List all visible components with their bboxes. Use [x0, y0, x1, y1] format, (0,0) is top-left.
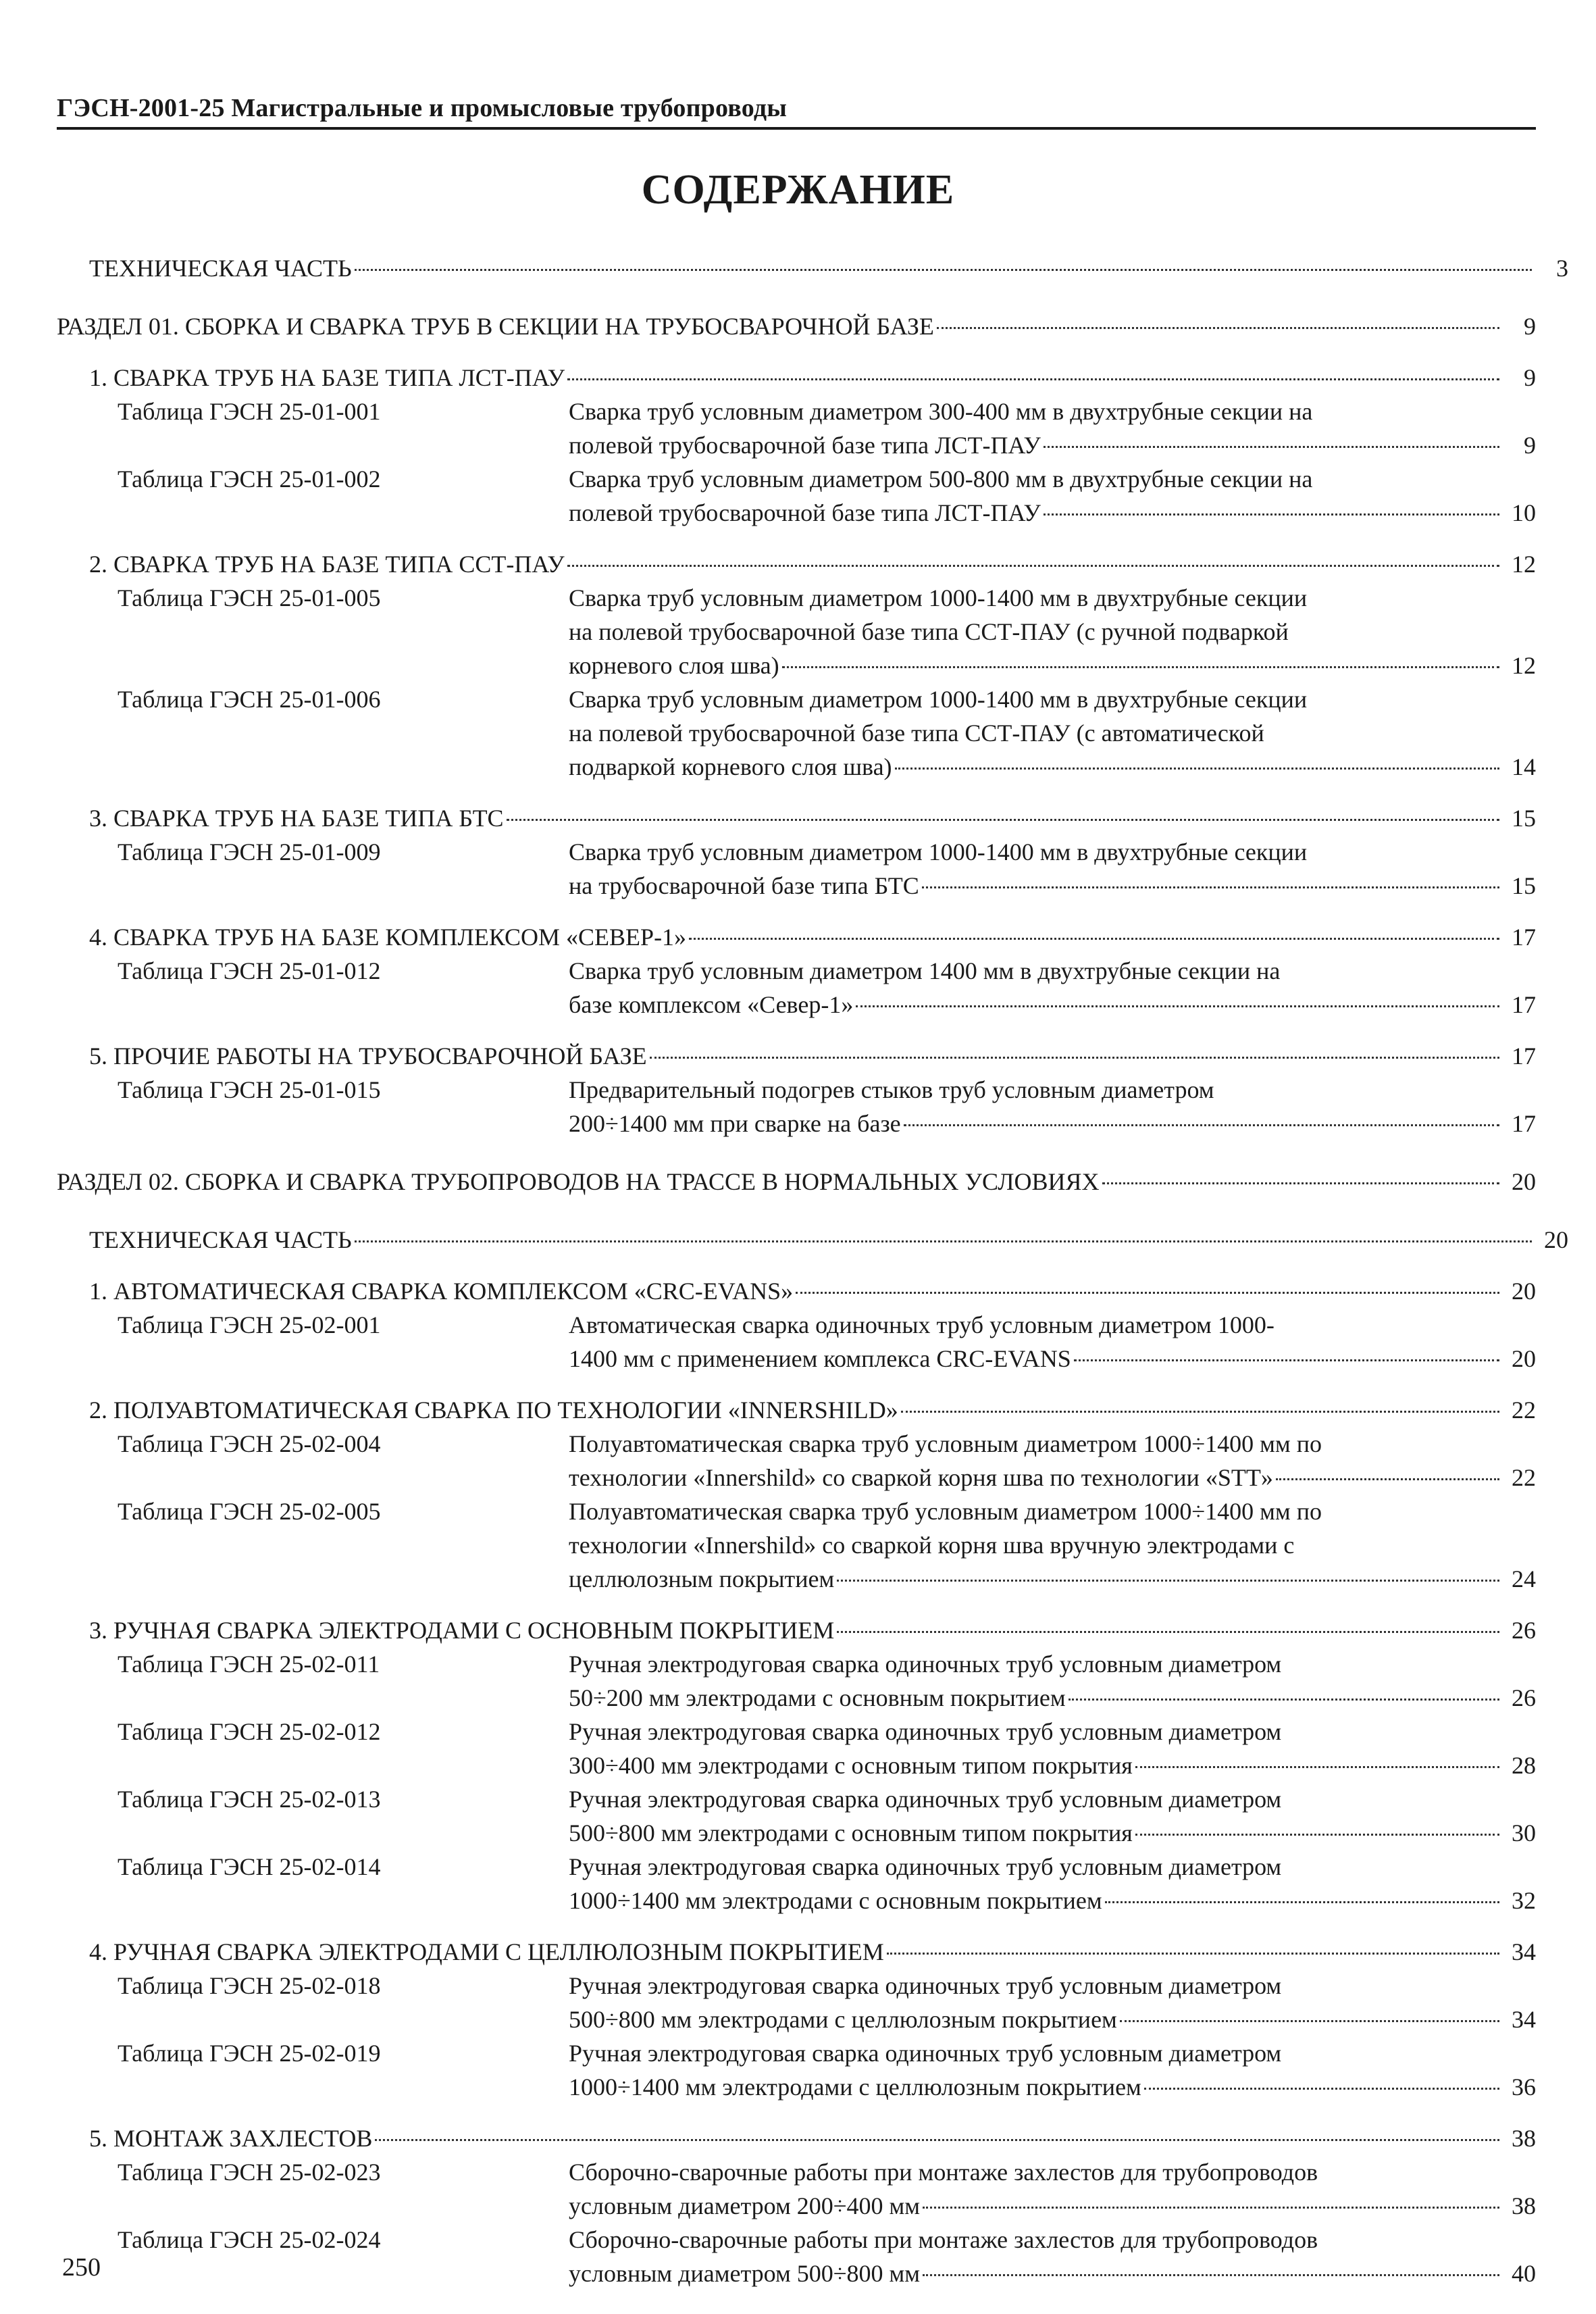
description-line: Ручная электродуговая сварка одиночных труб условным диаметром	[569, 1972, 1282, 1999]
description-last-line	[569, 1816, 1536, 1850]
description-line: целлюлозным покрытием	[569, 1565, 835, 1592]
description-last-line	[569, 496, 1536, 530]
toc-table-entry	[57, 1715, 1536, 1782]
toc-subsection-heading	[89, 1039, 1536, 1073]
description-last-line	[569, 649, 1536, 682]
toc-page-number: 9	[1524, 364, 1536, 391]
table-description	[569, 395, 1536, 462]
description-line: Сборочно-сварочные работы при монтаже захлестов для трубопроводов	[569, 2226, 1318, 2253]
toc-subsection-heading	[89, 361, 1536, 395]
toc-table-entry	[57, 1073, 1536, 1140]
description-last-line	[569, 869, 1536, 903]
dot-leader	[567, 378, 1499, 380]
dot-leader	[689, 938, 1499, 940]
dot-leader	[1120, 2020, 1499, 2022]
description-last-line	[569, 2257, 1536, 2290]
description-last-line	[569, 750, 1536, 784]
description-line: Полуавтоматическая сварка труб условным диаметром 1000÷1400 мм по	[569, 1498, 1322, 1525]
dot-leader	[1144, 2088, 1499, 2090]
description-last-line	[569, 2003, 1536, 2036]
toc-label: 4. СВАРКА ТРУБ НА БАЗЕ КОМПЛЕКСОМ «СЕВЕР-1»	[89, 924, 687, 951]
toc-table-entry	[57, 395, 1536, 462]
toc-subsection	[57, 1039, 1536, 1140]
dot-leader	[1102, 1182, 1499, 1184]
toc-label: 2. СВАРКА ТРУБ НА БАЗЕ ТИПА ССТ-ПАУ	[89, 551, 565, 578]
table-code: Таблица ГЭСН 25-01-002	[118, 466, 381, 493]
dot-leader	[1074, 1359, 1499, 1361]
dot-leader	[1069, 1699, 1499, 1701]
toc-label: 5. ПРОЧИЕ РАБОТЫ НА ТРУБОСВАРОЧНОЙ БАЗЕ	[89, 1042, 647, 1070]
toc-section-heading	[57, 309, 1536, 343]
toc-page-number: 9	[1524, 313, 1536, 340]
toc-page-number: 20	[1512, 1345, 1536, 1372]
table-description	[569, 1427, 1536, 1494]
toc-subsection	[57, 361, 1536, 530]
table-code: Таблица ГЭСН 25-02-024	[118, 2226, 381, 2253]
dot-leader	[837, 1580, 1499, 1582]
description-line: Сборочно-сварочные работы при монтаже захлестов для трубопроводов	[569, 2159, 1318, 2186]
toc-page-number: 20	[1512, 1278, 1536, 1305]
toc-page-number: 20	[1512, 1168, 1536, 1195]
toc-page-number: 38	[1512, 2125, 1536, 2152]
description-line: технологии «Innershild» со сваркой корня шва вручную электродами с	[569, 1532, 1295, 1559]
toc-table-entry	[57, 1494, 1536, 1596]
description-line: 1400 мм с применением комплекса CRC-EVANS	[569, 1345, 1071, 1372]
description-last-line	[569, 1681, 1536, 1715]
dot-leader	[782, 666, 1499, 668]
description-line: Сварка труб условным диаметром 1000-1400 мм в двухтрубные секции	[569, 686, 1308, 713]
description-line: Сварка труб условным диаметром 1000-1400 мм в двухтрубные секции	[569, 584, 1308, 611]
toc-label: ТЕХНИЧЕСКАЯ ЧАСТЬ	[89, 255, 352, 282]
dot-leader	[796, 1292, 1499, 1294]
dot-leader	[1105, 1901, 1499, 1903]
table-code: Таблица ГЭСН 25-02-019	[118, 2040, 381, 2067]
table-description	[569, 1073, 1536, 1140]
toc-page-number: 30	[1512, 1819, 1536, 1846]
toc-table-entry	[57, 2155, 1536, 2223]
table-description	[569, 1850, 1536, 1917]
description-line: технологии «Innershild» со сваркой корня шва по технологии «STT»	[569, 1464, 1273, 1491]
dot-leader	[901, 1411, 1499, 1413]
description-last-line	[569, 1342, 1536, 1376]
toc-subsection-heading	[89, 1274, 1536, 1308]
toc-section-heading	[57, 251, 1568, 285]
table-description	[569, 581, 1536, 682]
table-code: Таблица ГЭСН 25-02-023	[118, 2159, 381, 2186]
toc-subsection-heading	[89, 547, 1536, 581]
toc-page-number: 28	[1512, 1752, 1536, 1779]
toc-table-entry	[57, 1427, 1536, 1494]
description-line: Полуавтоматическая сварка труб условным диаметром 1000÷1400 мм по	[569, 1430, 1322, 1457]
description-line: на трубосварочной базе типа БТС	[569, 872, 919, 899]
description-line: Сварка труб условным диаметром 300-400 мм в двухтрубные секции на	[569, 398, 1313, 425]
toc-page-number: 12	[1512, 652, 1536, 679]
table-code: Таблица ГЭСН 25-01-012	[118, 957, 381, 984]
toc-table-entry	[57, 1308, 1536, 1376]
toc-label: 3. СВАРКА ТРУБ НА БАЗЕ ТИПА БТС	[89, 805, 504, 832]
dot-leader	[567, 565, 1499, 567]
dot-leader	[895, 768, 1499, 770]
table-code: Таблица ГЭСН 25-02-004	[118, 1430, 381, 1457]
toc-subsection-heading	[89, 920, 1536, 954]
description-line: 500÷800 мм электродами с основным типом покрытия	[569, 1819, 1133, 1846]
toc-table-entry	[57, 1647, 1536, 1715]
toc-subsection	[57, 920, 1536, 1022]
toc-page-number: 24	[1512, 1565, 1536, 1592]
toc-table-entry	[57, 954, 1536, 1022]
toc-table-entry	[57, 1969, 1536, 2036]
description-line: подваркой корневого слоя шва)	[569, 753, 892, 780]
table-description	[569, 954, 1536, 1022]
table-description	[569, 1782, 1536, 1850]
toc-page-number: 15	[1512, 805, 1536, 832]
toc-page-number: 34	[1512, 2006, 1536, 2033]
dot-leader	[887, 1953, 1499, 1955]
toc-section-heading	[57, 1165, 1536, 1199]
toc-table-entry	[57, 581, 1536, 682]
description-last-line	[569, 988, 1536, 1022]
running-header: ГЭСН-2001-25 Магистральные и промысловые трубопроводы	[57, 94, 788, 122]
toc-table-entry	[57, 2036, 1536, 2104]
description-line: Предварительный подогрев стыков труб условным диаметром	[569, 1076, 1214, 1103]
description-line: Ручная электродуговая сварка одиночных труб условным диаметром	[569, 2040, 1282, 2067]
dot-leader	[650, 1057, 1499, 1059]
toc-subsection-heading	[89, 2121, 1536, 2155]
table-description	[569, 682, 1536, 784]
table-code: Таблица ГЭСН 25-02-011	[118, 1651, 380, 1678]
description-last-line	[569, 1461, 1536, 1494]
toc-subsection	[57, 1935, 1536, 2104]
table-description	[569, 2155, 1536, 2223]
toc-table-entry	[57, 682, 1536, 784]
toc-subsection	[57, 2121, 1536, 2290]
table-code: Таблица ГЭСН 25-02-013	[118, 1786, 381, 1813]
toc-page-number: 17	[1512, 1042, 1536, 1070]
dot-leader	[1135, 1834, 1499, 1836]
toc-page-number: 32	[1512, 1887, 1536, 1914]
toc-page-number: 20	[1544, 1226, 1568, 1253]
description-line: Ручная электродуговая сварка одиночных труб условным диаметром	[569, 1853, 1282, 1880]
toc-page-number: 15	[1512, 872, 1536, 899]
description-line: 300÷400 мм электродами с основным типом покрытия	[569, 1752, 1133, 1779]
toc-page-number: 12	[1512, 551, 1536, 578]
table-of-contents	[57, 251, 1568, 2290]
description-line: 50÷200 мм электродами с основным покрытием	[569, 1684, 1066, 1711]
description-line: 200÷1400 мм при сварке на базе	[569, 1110, 901, 1137]
description-last-line	[569, 1884, 1536, 1917]
toc-label: РАЗДЕЛ 02. СБОРКА И СВАРКА ТРУБОПРОВОДОВ НА ТРАССЕ В НОРМАЛЬНЫХ УСЛОВИЯХ	[57, 1168, 1100, 1195]
toc-subsection	[57, 1393, 1536, 1596]
dot-leader	[1276, 1478, 1499, 1480]
description-line: на полевой трубосварочной базе типа ССТ-ПАУ (с ручной подваркой	[569, 618, 1289, 645]
dot-leader	[1044, 446, 1499, 448]
description-line: полевой трубосварочной базе типа ЛСТ-ПАУ	[569, 499, 1041, 526]
toc-table-entry	[57, 835, 1536, 903]
toc-page-number: 9	[1524, 432, 1536, 459]
toc-label: РАЗДЕЛ 01. СБОРКА И СВАРКА ТРУБ В СЕКЦИИ НА ТРУБОСВАРОЧНОЙ БАЗЕ	[57, 313, 934, 340]
description-line: корневого слоя шва)	[569, 652, 779, 679]
toc-page-number: 36	[1512, 2073, 1536, 2101]
table-code: Таблица ГЭСН 25-01-005	[118, 584, 381, 611]
dot-leader	[507, 819, 1499, 821]
dot-leader	[355, 269, 1532, 271]
page-title: СОДЕРЖАНИЕ	[641, 167, 955, 213]
dot-leader	[856, 1005, 1499, 1007]
description-line: Ручная электродуговая сварка одиночных труб условным диаметром	[569, 1786, 1282, 1813]
table-description	[569, 1715, 1536, 1782]
toc-page-number: 14	[1512, 753, 1536, 780]
toc-table-entry	[57, 2223, 1536, 2290]
description-line: Ручная электродуговая сварка одиночных труб условным диаметром	[569, 1651, 1282, 1678]
table-description	[569, 1494, 1536, 1596]
table-description	[569, 2223, 1536, 2290]
description-line: на полевой трубосварочной базе типа ССТ-ПАУ (с автоматической	[569, 720, 1264, 747]
toc-page-number: 10	[1512, 499, 1536, 526]
toc-subsection-heading	[89, 1935, 1536, 1969]
toc-subsection	[57, 547, 1536, 784]
toc-page-number: 3	[1556, 255, 1568, 282]
description-line: Сварка труб условным диаметром 1000-1400 мм в двухтрубные секции	[569, 838, 1308, 865]
toc-table-entry	[57, 1782, 1536, 1850]
dot-leader	[1135, 1766, 1499, 1768]
table-code: Таблица ГЭСН 25-02-018	[118, 1972, 381, 1999]
toc-label: 2. ПОЛУАВТОМАТИЧЕСКАЯ СВАРКА ПО ТЕХНОЛОГИИ «INNERSHILD»	[89, 1397, 898, 1424]
toc-subsection-heading	[89, 1393, 1536, 1427]
toc-subsection-heading	[89, 801, 1536, 835]
dot-leader	[904, 1124, 1499, 1126]
toc-label: 1. АВТОМАТИЧЕСКАЯ СВАРКА КОМПЛЕКСОМ «CRC-EVANS»	[89, 1278, 794, 1305]
description-last-line	[569, 1107, 1536, 1140]
dot-leader	[937, 327, 1499, 329]
toc-page-number: 38	[1512, 2192, 1536, 2219]
dot-leader	[923, 2207, 1499, 2209]
dot-leader	[355, 1240, 1532, 1242]
toc-table-entry	[57, 462, 1536, 530]
table-code: Таблица ГЭСН 25-02-014	[118, 1853, 381, 1880]
dot-leader	[375, 2139, 1499, 2141]
toc-page-number: 26	[1512, 1684, 1536, 1711]
table-description	[569, 1969, 1536, 2036]
description-line: полевой трубосварочной базе типа ЛСТ-ПАУ	[569, 432, 1041, 459]
table-code: Таблица ГЭСН 25-02-012	[118, 1718, 381, 1745]
toc-page-number: 26	[1512, 1617, 1536, 1644]
table-code: Таблица ГЭСН 25-01-009	[118, 838, 381, 865]
description-line: Сварка труб условным диаметром 1400 мм в двухтрубные секции на	[569, 957, 1281, 984]
table-code: Таблица ГЭСН 25-01-015	[118, 1076, 381, 1103]
toc-section-heading	[57, 1223, 1568, 1257]
table-description	[569, 835, 1536, 903]
toc-page-number: 17	[1512, 1110, 1536, 1137]
description-line: Сварка труб условным диаметром 500-800 мм в двухтрубные секции на	[569, 466, 1313, 493]
description-line: Автоматическая сварка одиночных труб условным диаметром 1000-	[569, 1311, 1275, 1338]
table-code: Таблица ГЭСН 25-02-005	[118, 1498, 381, 1525]
toc-label: ТЕХНИЧЕСКАЯ ЧАСТЬ	[89, 1226, 352, 1253]
toc-subsection	[57, 801, 1536, 903]
description-line: 1000÷1400 мм электродами с целлюлозным покрытием	[569, 2073, 1141, 2101]
dot-leader	[922, 886, 1499, 888]
dot-leader	[923, 2274, 1499, 2276]
toc-page-number: 34	[1512, 1938, 1536, 1965]
toc-subsection	[57, 1274, 1536, 1376]
table-description	[569, 462, 1536, 530]
header-rule	[57, 127, 1536, 130]
toc-page-number: 40	[1512, 2260, 1536, 2287]
description-line: Ручная электродуговая сварка одиночных труб условным диаметром	[569, 1718, 1282, 1745]
toc-subsection	[57, 1613, 1536, 1917]
dot-leader	[1044, 513, 1499, 515]
description-line: базе комплексом «Север-1»	[569, 991, 854, 1018]
toc-label: 5. МОНТАЖ ЗАХЛЕСТОВ	[89, 2125, 373, 2152]
description-line: 1000÷1400 мм электродами с основным покрытием	[569, 1887, 1102, 1914]
toc-page-number: 22	[1512, 1464, 1536, 1491]
toc-page-number: 17	[1512, 991, 1536, 1018]
description-line: условным диаметром 200÷400 мм	[569, 2192, 921, 2219]
table-description	[569, 2036, 1536, 2104]
toc-label: 1. СВАРКА ТРУБ НА БАЗЕ ТИПА ЛСТ-ПАУ	[89, 364, 565, 391]
table-code: Таблица ГЭСН 25-01-006	[118, 686, 381, 713]
description-last-line	[569, 2189, 1536, 2223]
description-last-line	[569, 428, 1536, 462]
page-number: 250	[62, 2253, 101, 2282]
toc-label: 3. РУЧНАЯ СВАРКА ЭЛЕКТРОДАМИ С ОСНОВНЫМ ПОКРЫТИЕМ	[89, 1617, 835, 1644]
toc-label: 4. РУЧНАЯ СВАРКА ЭЛЕКТРОДАМИ С ЦЕЛЛЮЛОЗНЫМ ПОКРЫТИЕМ	[89, 1938, 884, 1965]
table-code: Таблица ГЭСН 25-02-001	[118, 1311, 381, 1338]
description-line: 500÷800 мм электродами с целлюлозным покрытием	[569, 2006, 1117, 2033]
toc-page-number: 22	[1512, 1397, 1536, 1424]
table-code: Таблица ГЭСН 25-01-001	[118, 398, 381, 425]
toc-subsection-heading	[89, 1613, 1536, 1647]
description-line: условным диаметром 500÷800 мм	[569, 2260, 921, 2287]
dot-leader	[837, 1631, 1499, 1633]
table-description	[569, 1647, 1536, 1715]
description-last-line	[569, 2070, 1536, 2104]
toc-page-number: 17	[1512, 924, 1536, 951]
toc-table-entry	[57, 1850, 1536, 1917]
table-description	[569, 1308, 1536, 1376]
description-last-line	[569, 1562, 1536, 1596]
description-last-line	[569, 1749, 1536, 1782]
